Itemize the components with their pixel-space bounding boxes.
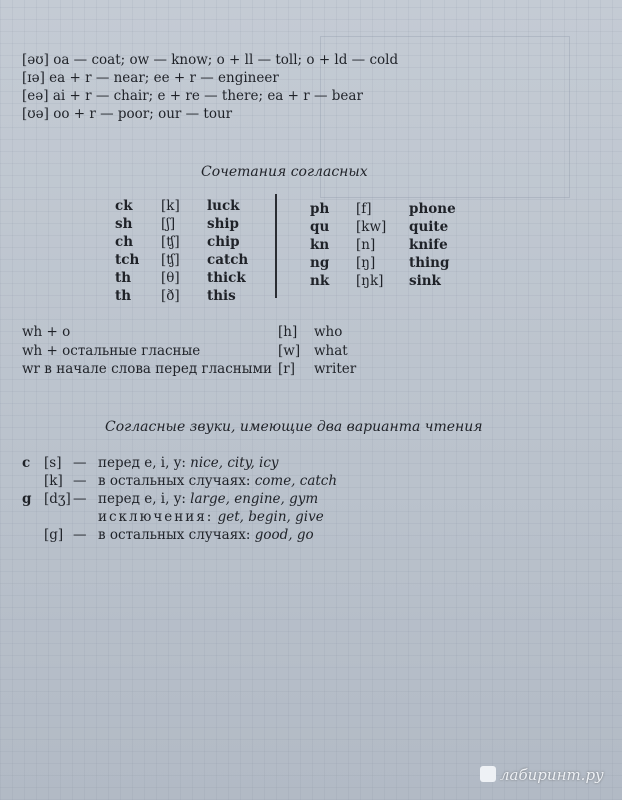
vowel-ipa: [ʊə] bbox=[22, 106, 49, 122]
vowel-rule-text: oa — coat; ow — know; o + ll — toll; o + ld — cold bbox=[53, 52, 399, 68]
combo-word: knife bbox=[409, 237, 448, 253]
column-divider bbox=[275, 194, 277, 298]
combo-word: ship bbox=[207, 216, 239, 232]
vowel-rule-1 bbox=[22, 52, 398, 68]
combo-ipa: [θ] bbox=[161, 270, 180, 286]
vowel-rule-2 bbox=[22, 70, 279, 86]
c-ipa-2: [k] bbox=[44, 473, 63, 489]
wh-rule: wh + o bbox=[22, 324, 71, 340]
combo-ipa: [kw] bbox=[356, 219, 387, 235]
g-ipa-2: [g] bbox=[44, 527, 64, 543]
combo-letters: th bbox=[115, 270, 132, 286]
letter-c: c bbox=[22, 455, 31, 471]
combo-word: thick bbox=[207, 270, 246, 286]
combo-ipa: [f] bbox=[356, 201, 372, 217]
vowel-ipa: [ɪə] bbox=[22, 70, 45, 86]
combo-letters: nk bbox=[310, 273, 330, 289]
rule-text: перед e, i, y: bbox=[98, 491, 186, 507]
watermark-logo bbox=[480, 766, 604, 784]
exceptions-examples: get, begin, give bbox=[217, 509, 324, 525]
vowel-rule-4 bbox=[22, 106, 232, 122]
combo-word: quite bbox=[409, 219, 449, 235]
combo-letters: th bbox=[115, 288, 132, 304]
vowel-ipa: [eə] bbox=[22, 88, 49, 104]
combo-ipa: [ʧ] bbox=[161, 234, 180, 250]
g-exceptions bbox=[98, 509, 324, 525]
dash: — bbox=[73, 527, 87, 543]
wh-word: who bbox=[314, 324, 343, 340]
g-rule-2 bbox=[98, 527, 314, 543]
combo-word: this bbox=[207, 288, 236, 304]
combo-ipa: [n] bbox=[356, 237, 376, 253]
rule-examples: large, engine, gym bbox=[190, 491, 319, 507]
combo-letters: tch bbox=[115, 252, 140, 268]
vowel-rule-text: ai + r — chair; e + re — there; ea + r — bear bbox=[52, 88, 363, 104]
consonant-combos-heading: Сочетания согласных bbox=[201, 164, 368, 180]
combo-ipa: [ð] bbox=[161, 288, 180, 304]
combo-ipa: [ʃ] bbox=[161, 216, 176, 232]
combo-word: catch bbox=[207, 252, 249, 268]
rule-text: в остальных случаях: bbox=[98, 527, 251, 543]
dash: — bbox=[73, 473, 87, 489]
watermark-text: лабиринт.ру bbox=[500, 766, 604, 784]
combo-word: thing bbox=[409, 255, 450, 271]
g-rule-1 bbox=[98, 491, 318, 507]
combo-word: luck bbox=[207, 198, 240, 214]
rule-examples: nice, city, icy bbox=[190, 455, 279, 471]
rule-examples: come, catch bbox=[254, 473, 338, 489]
wh-word: writer bbox=[314, 361, 357, 377]
combo-letters: kn bbox=[310, 237, 330, 253]
labirint-logo-icon bbox=[480, 766, 496, 782]
dash: — bbox=[73, 455, 87, 471]
combo-word: phone bbox=[409, 201, 456, 217]
rule-text: в остальных случаях: bbox=[98, 473, 251, 489]
combo-letters: ph bbox=[310, 201, 330, 217]
combo-word: chip bbox=[207, 234, 240, 250]
wh-ipa: [r] bbox=[278, 361, 295, 377]
combo-ipa: [ŋ] bbox=[356, 255, 376, 271]
two-readings-heading: Согласные звуки, имеющие два варианта чтения bbox=[105, 419, 483, 435]
letter-g: g bbox=[22, 491, 32, 507]
combo-word: sink bbox=[409, 273, 441, 289]
rule-examples: good, go bbox=[254, 527, 314, 543]
wh-rule: wh + остальные гласные bbox=[22, 343, 201, 359]
combo-ipa: [ŋk] bbox=[356, 273, 384, 289]
exceptions-label: исключения: bbox=[98, 509, 214, 525]
vowel-rule-text: ea + r — near; ee + r — engineer bbox=[49, 70, 279, 86]
wh-rule: wr в начале слова перед гласными bbox=[22, 361, 272, 377]
wh-ipa: [w] bbox=[278, 343, 301, 359]
combo-ipa: [ʧ] bbox=[161, 252, 180, 268]
combo-letters: ng bbox=[310, 255, 330, 271]
combo-letters: ch bbox=[115, 234, 134, 250]
combo-letters: ck bbox=[115, 198, 133, 214]
g-ipa-1: [dʒ] bbox=[44, 491, 71, 507]
vowel-ipa: [əʊ] bbox=[22, 52, 49, 68]
combo-letters: qu bbox=[310, 219, 330, 235]
wh-ipa: [h] bbox=[278, 324, 298, 340]
c-rule-1 bbox=[98, 455, 279, 471]
wh-word: what bbox=[314, 343, 348, 359]
vowel-rule-3 bbox=[22, 88, 363, 104]
combo-ipa: [k] bbox=[161, 198, 180, 214]
combo-letters: sh bbox=[115, 216, 133, 232]
c-ipa-1: [s] bbox=[44, 455, 62, 471]
rule-text: перед e, i, y: bbox=[98, 455, 186, 471]
c-rule-2 bbox=[98, 473, 337, 489]
dash: — bbox=[73, 491, 87, 507]
vowel-rule-text: oo + r — poor; our — tour bbox=[53, 106, 233, 122]
